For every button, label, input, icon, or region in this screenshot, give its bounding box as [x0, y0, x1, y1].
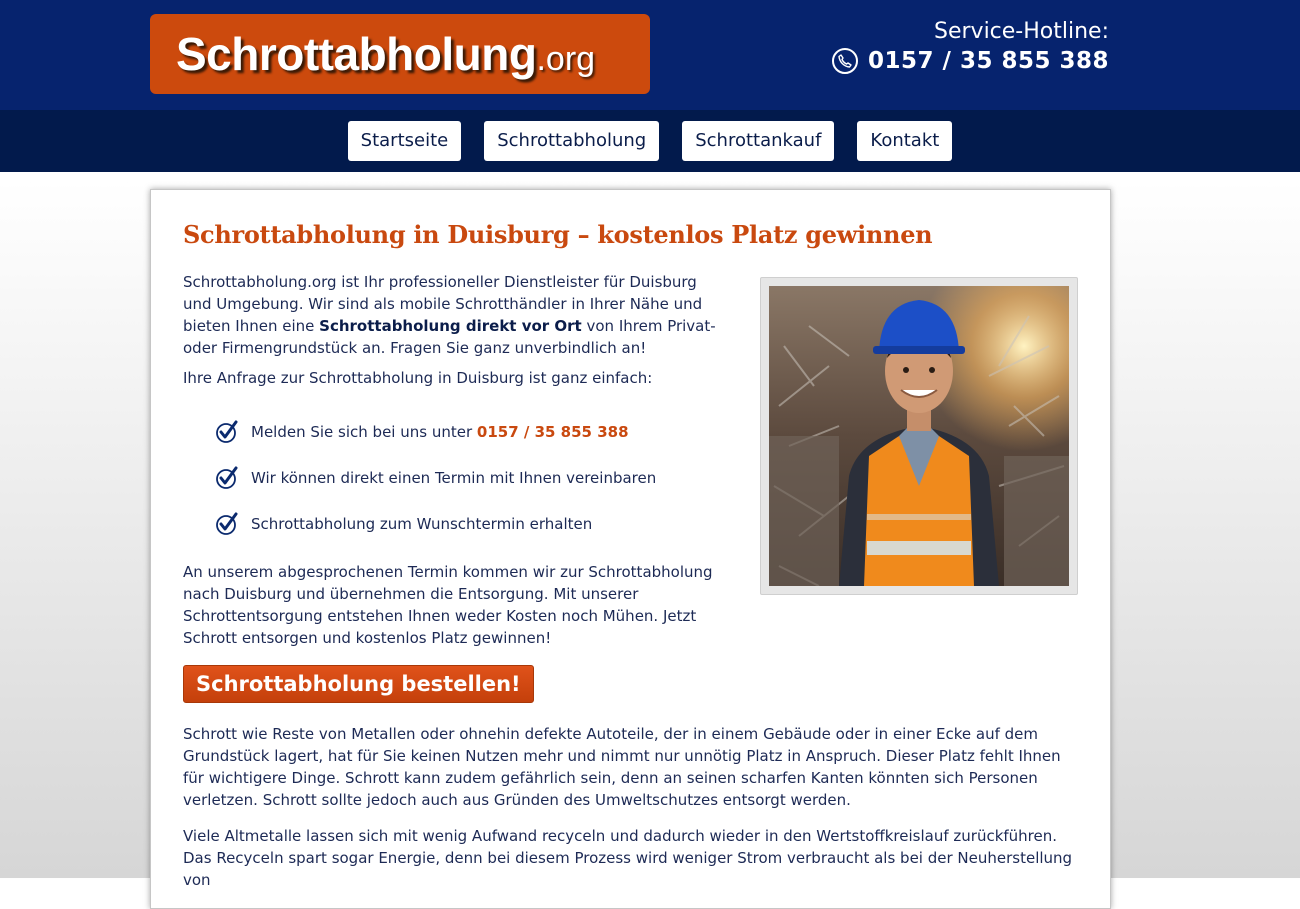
body-text	[183, 723, 1078, 891]
page-title: Schrottabholung in Duisburg – kostenlos Platz gewinnen	[183, 220, 933, 249]
logo-tld-text: .org	[536, 39, 596, 78]
hotline-label: Service-Hotline:	[934, 19, 1109, 44]
logo-main-text: Schrottabholung	[176, 28, 537, 80]
checkmark-icon	[215, 512, 239, 536]
checkmark-icon	[215, 466, 239, 490]
worker-photo-frame	[760, 277, 1078, 595]
phone-icon	[832, 48, 858, 74]
step-1-text: Melden Sie sich bei uns unter	[251, 423, 477, 441]
intro-text-part2: von Ihrem Privat- oder Firmengrundstück an. Fragen Sie ganz unverbindlich an!	[183, 317, 716, 357]
site-logo[interactable]	[150, 14, 650, 94]
hotline-number: 0157 / 35 855 388	[868, 48, 1109, 74]
nav-item-schrottabholung[interactable]: Schrottabholung	[484, 121, 659, 161]
list-item	[215, 409, 728, 455]
intro-paragraph	[183, 271, 728, 359]
after-steps-paragraph: An unserem abgesprochenen Termin kommen wir zur Schrottabholung nach Duisburg und übernehmen die Entsorgung. Mit unserer Schrottentsorgung entstehen Ihnen weder Kosten noch Mühen. Jetzt Schrott entsorgen und kostenlos Platz gewinnen!	[183, 563, 713, 647]
intro-section	[183, 271, 1078, 657]
main-nav	[0, 110, 1300, 172]
nav-item-kontakt[interactable]: Kontakt	[857, 121, 952, 161]
steps-list	[215, 409, 728, 547]
list-item	[215, 455, 728, 501]
intro-text-column	[183, 271, 728, 657]
body-paragraph-1: Schrott wie Reste von Metallen oder ohnehin defekte Autoteile, der in einem Gebäude oder in einer Ecke auf dem Grundstück lagert, hat für Sie keinen Nutzen mehr und nimmt nur unnötig Platz in Anspruch. Dieser Platz fehlt Ihnen für wichtigere Dinge. Schrott kann zudem gefährlich sein, denn an seinen scharfen Kanten könnten sich Personen verletzen. Schrott sollte jedoch auch aus Gründen des Umweltschutzes entsorgt werden.	[183, 725, 1061, 809]
steps-intro: Ihre Anfrage zur Schrottabholung in Duisburg ist ganz einfach:	[183, 369, 653, 387]
site-header	[0, 0, 1300, 110]
step-text	[251, 423, 629, 441]
intro-text-bold: Schrottabholung direkt vor Ort	[319, 317, 582, 335]
body-paragraph-2: Viele Altmetalle lassen sich mit wenig Aufwand recyceln und dadurch wieder in den Wertstoffkreislauf zurückführen. Das Recyceln spart sogar Energie, denn bei diesem Prozess wird weniger Strom verbraucht als bei der Neuherstellung von	[183, 827, 1073, 889]
nav-item-schrottankauf[interactable]: Schrottankauf	[682, 121, 834, 161]
nav-item-startseite[interactable]: Startseite	[348, 121, 462, 161]
checkmark-icon	[215, 420, 239, 444]
step-3-text: Schrottabholung zum Wunschtermin erhalten	[251, 515, 593, 533]
hotline-number-row[interactable]	[832, 46, 1109, 76]
worker-photo	[769, 286, 1069, 586]
intro-text-part1: Schrottabholung.org ist Ihr professioneller Dienstleister für Duisburg und Umgebung. Wir sind als mobile Schrotthändler in Ihrer Nähe und bieten Ihnen eine	[183, 273, 703, 335]
list-item	[215, 501, 728, 547]
step-2-text: Wir können direkt einen Termin mit Ihnen vereinbaren	[251, 469, 657, 487]
service-hotline	[832, 18, 1109, 76]
order-button[interactable]: Schrottabholung bestellen!	[183, 665, 534, 703]
content-card	[150, 189, 1111, 909]
step-1-phone[interactable]: 0157 / 35 855 388	[476, 423, 629, 441]
